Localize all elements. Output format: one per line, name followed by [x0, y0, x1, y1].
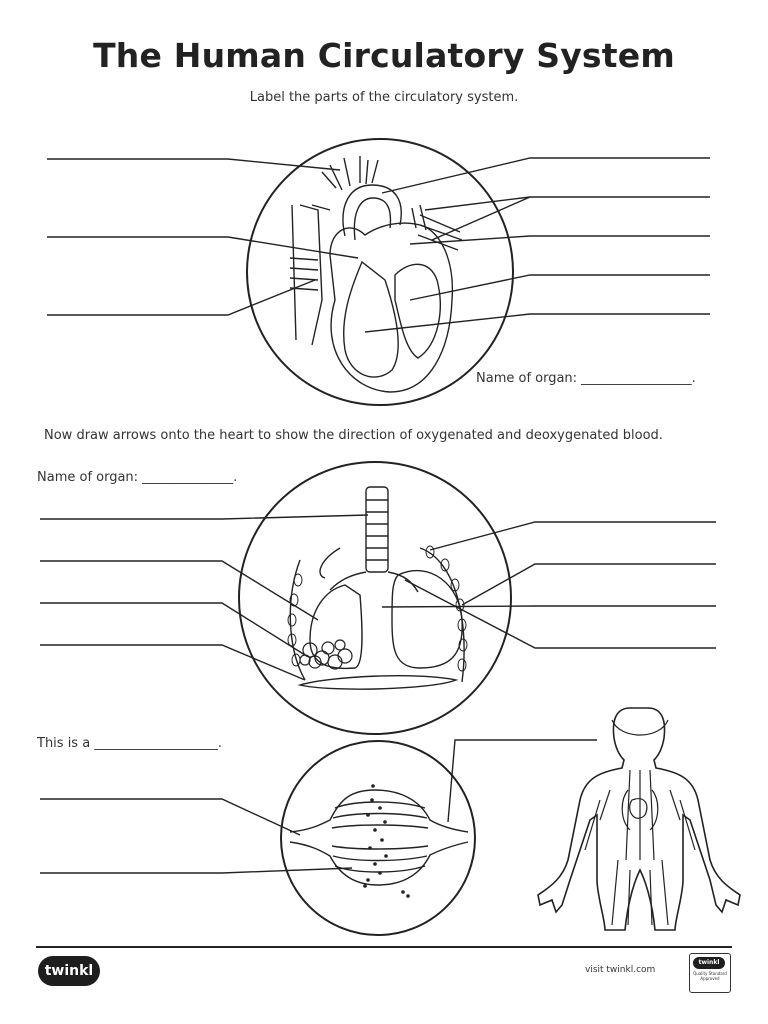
capillary-diagram: [40, 740, 597, 935]
arrow-instruction: Now draw arrows onto the heart to show the direction of oxygenated and deoxygenated blood.: [44, 428, 663, 443]
body-figure: [538, 708, 740, 930]
visit-link[interactable]: visit twinkl.com: [585, 965, 656, 975]
heart-diagram: [47, 139, 710, 405]
badge-text: Quality Standard Approved: [693, 971, 727, 981]
badge-title: twinkl: [693, 957, 725, 969]
page-subtitle: Label the parts of the circulatory system.: [249, 90, 519, 105]
capillary-prompt: This is a ___________________.: [37, 736, 222, 751]
footer-divider: [36, 946, 732, 948]
lungs-organ-prompt: Name of organ: ______________.: [37, 470, 238, 485]
lungs-diagram: [40, 462, 716, 734]
page-title: The Human Circulatory System: [93, 36, 675, 75]
quality-badge: [689, 953, 731, 993]
heart-organ-prompt: Name of organ: _________________.: [476, 371, 696, 386]
twinkl-logo: twinkl: [38, 956, 100, 986]
